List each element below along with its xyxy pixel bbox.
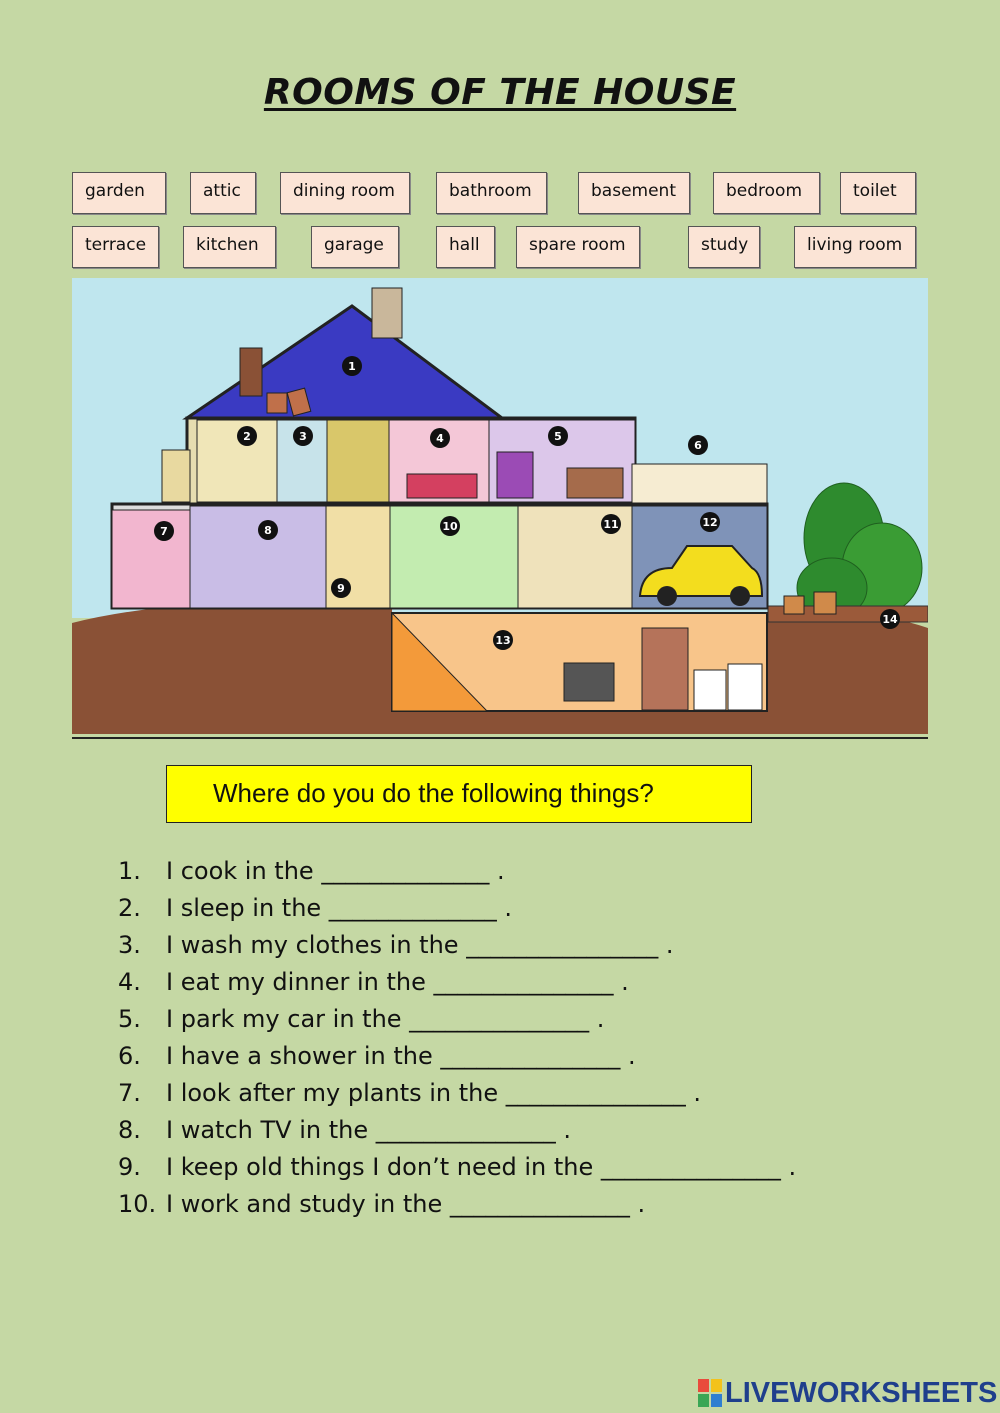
list-item (118, 1186, 796, 1223)
svg-text:8: 8 (264, 524, 272, 537)
svg-text:4: 4 (436, 432, 444, 445)
item-text[interactable]: I park my car in the _______________ . (166, 1005, 605, 1033)
item-text[interactable]: I cook in the ______________ . (166, 857, 505, 885)
svg-text:6: 6 (694, 439, 702, 452)
svg-text:13: 13 (495, 634, 511, 647)
room-number-7 (154, 521, 174, 541)
list-item (118, 1038, 796, 1075)
room-number-4 (430, 428, 450, 448)
room-number-6 (688, 435, 708, 455)
word-box-basement: basement (578, 172, 690, 214)
item-number: 3. (118, 931, 141, 959)
exercise-list (118, 853, 796, 1223)
room-number-13 (493, 630, 513, 650)
word-box-bathroom: bathroom (436, 172, 547, 214)
page-title: ROOMS OF THE HOUSE (263, 72, 737, 113)
room-number-2 (237, 426, 257, 446)
item-number: 1. (118, 857, 141, 885)
room-number-14 (880, 609, 900, 629)
list-item (118, 890, 796, 927)
svg-text:2: 2 (243, 430, 251, 443)
item-number: 9. (118, 1153, 141, 1181)
item-text[interactable]: I keep old things I don’t need in the _______________ . (166, 1153, 797, 1181)
word-box-attic: attic (190, 172, 256, 214)
word-box-spare-room: spare room (516, 226, 640, 268)
svg-text:11: 11 (603, 518, 619, 531)
svg-text:3: 3 (299, 430, 307, 443)
item-text[interactable]: I work and study in the _______________ . (166, 1190, 646, 1218)
item-text[interactable]: I wash my clothes in the ________________ . (166, 931, 674, 959)
item-number: 10. (118, 1190, 157, 1218)
item-number: 4. (118, 968, 141, 996)
item-number: 2. (118, 894, 141, 922)
word-box-study: study (688, 226, 760, 268)
list-item (118, 853, 796, 890)
list-item (118, 1149, 796, 1186)
room-number-12 (700, 512, 720, 532)
divider (72, 737, 928, 739)
svg-text:7: 7 (160, 525, 168, 538)
word-box-garden: garden (72, 172, 166, 214)
room-number-10 (440, 516, 460, 536)
room-number-8 (258, 520, 278, 540)
list-item (118, 1112, 796, 1149)
room-number-5 (548, 426, 568, 446)
word-box-toilet: toilet (840, 172, 916, 214)
list-item (118, 927, 796, 964)
item-text[interactable]: I watch TV in the _______________ . (166, 1116, 571, 1144)
question-heading: Where do you do the following things? (166, 765, 752, 823)
svg-text:9: 9 (337, 582, 345, 595)
word-box-living-room: living room (794, 226, 916, 268)
list-item (118, 1075, 796, 1112)
word-box-terrace: terrace (72, 226, 159, 268)
room-number-1 (342, 356, 362, 376)
svg-text:1: 1 (348, 360, 356, 373)
word-box-hall: hall (436, 226, 495, 268)
svg-text:14: 14 (882, 613, 898, 626)
house-illustration (72, 278, 928, 734)
word-box-kitchen: kitchen (183, 226, 276, 268)
item-number: 6. (118, 1042, 141, 1070)
word-box-bedroom: bedroom (713, 172, 820, 214)
svg-text:10: 10 (442, 520, 458, 533)
item-number: 8. (118, 1116, 141, 1144)
list-item (118, 1001, 796, 1038)
room-number-3 (293, 426, 313, 446)
item-text[interactable]: I sleep in the ______________ . (166, 894, 513, 922)
brand-logo[interactable] (698, 1376, 997, 1410)
svg-text:5: 5 (554, 430, 562, 443)
item-number: 5. (118, 1005, 141, 1033)
item-text[interactable]: I have a shower in the _______________ . (166, 1042, 636, 1070)
item-text[interactable]: I look after my plants in the _______________ . (166, 1079, 702, 1107)
svg-text:12: 12 (702, 516, 718, 529)
room-number-11 (601, 514, 621, 534)
item-number: 7. (118, 1079, 141, 1107)
item-text[interactable]: I eat my dinner in the _______________ . (166, 968, 629, 996)
word-box-garage: garage (311, 226, 399, 268)
word-box-dining-room: dining room (280, 172, 410, 214)
liveworksheets-logo-icon (698, 1379, 722, 1407)
brand-name: LIVEWORKSHEETS (725, 1376, 998, 1409)
list-item (118, 964, 796, 1001)
room-number-9 (331, 578, 351, 598)
